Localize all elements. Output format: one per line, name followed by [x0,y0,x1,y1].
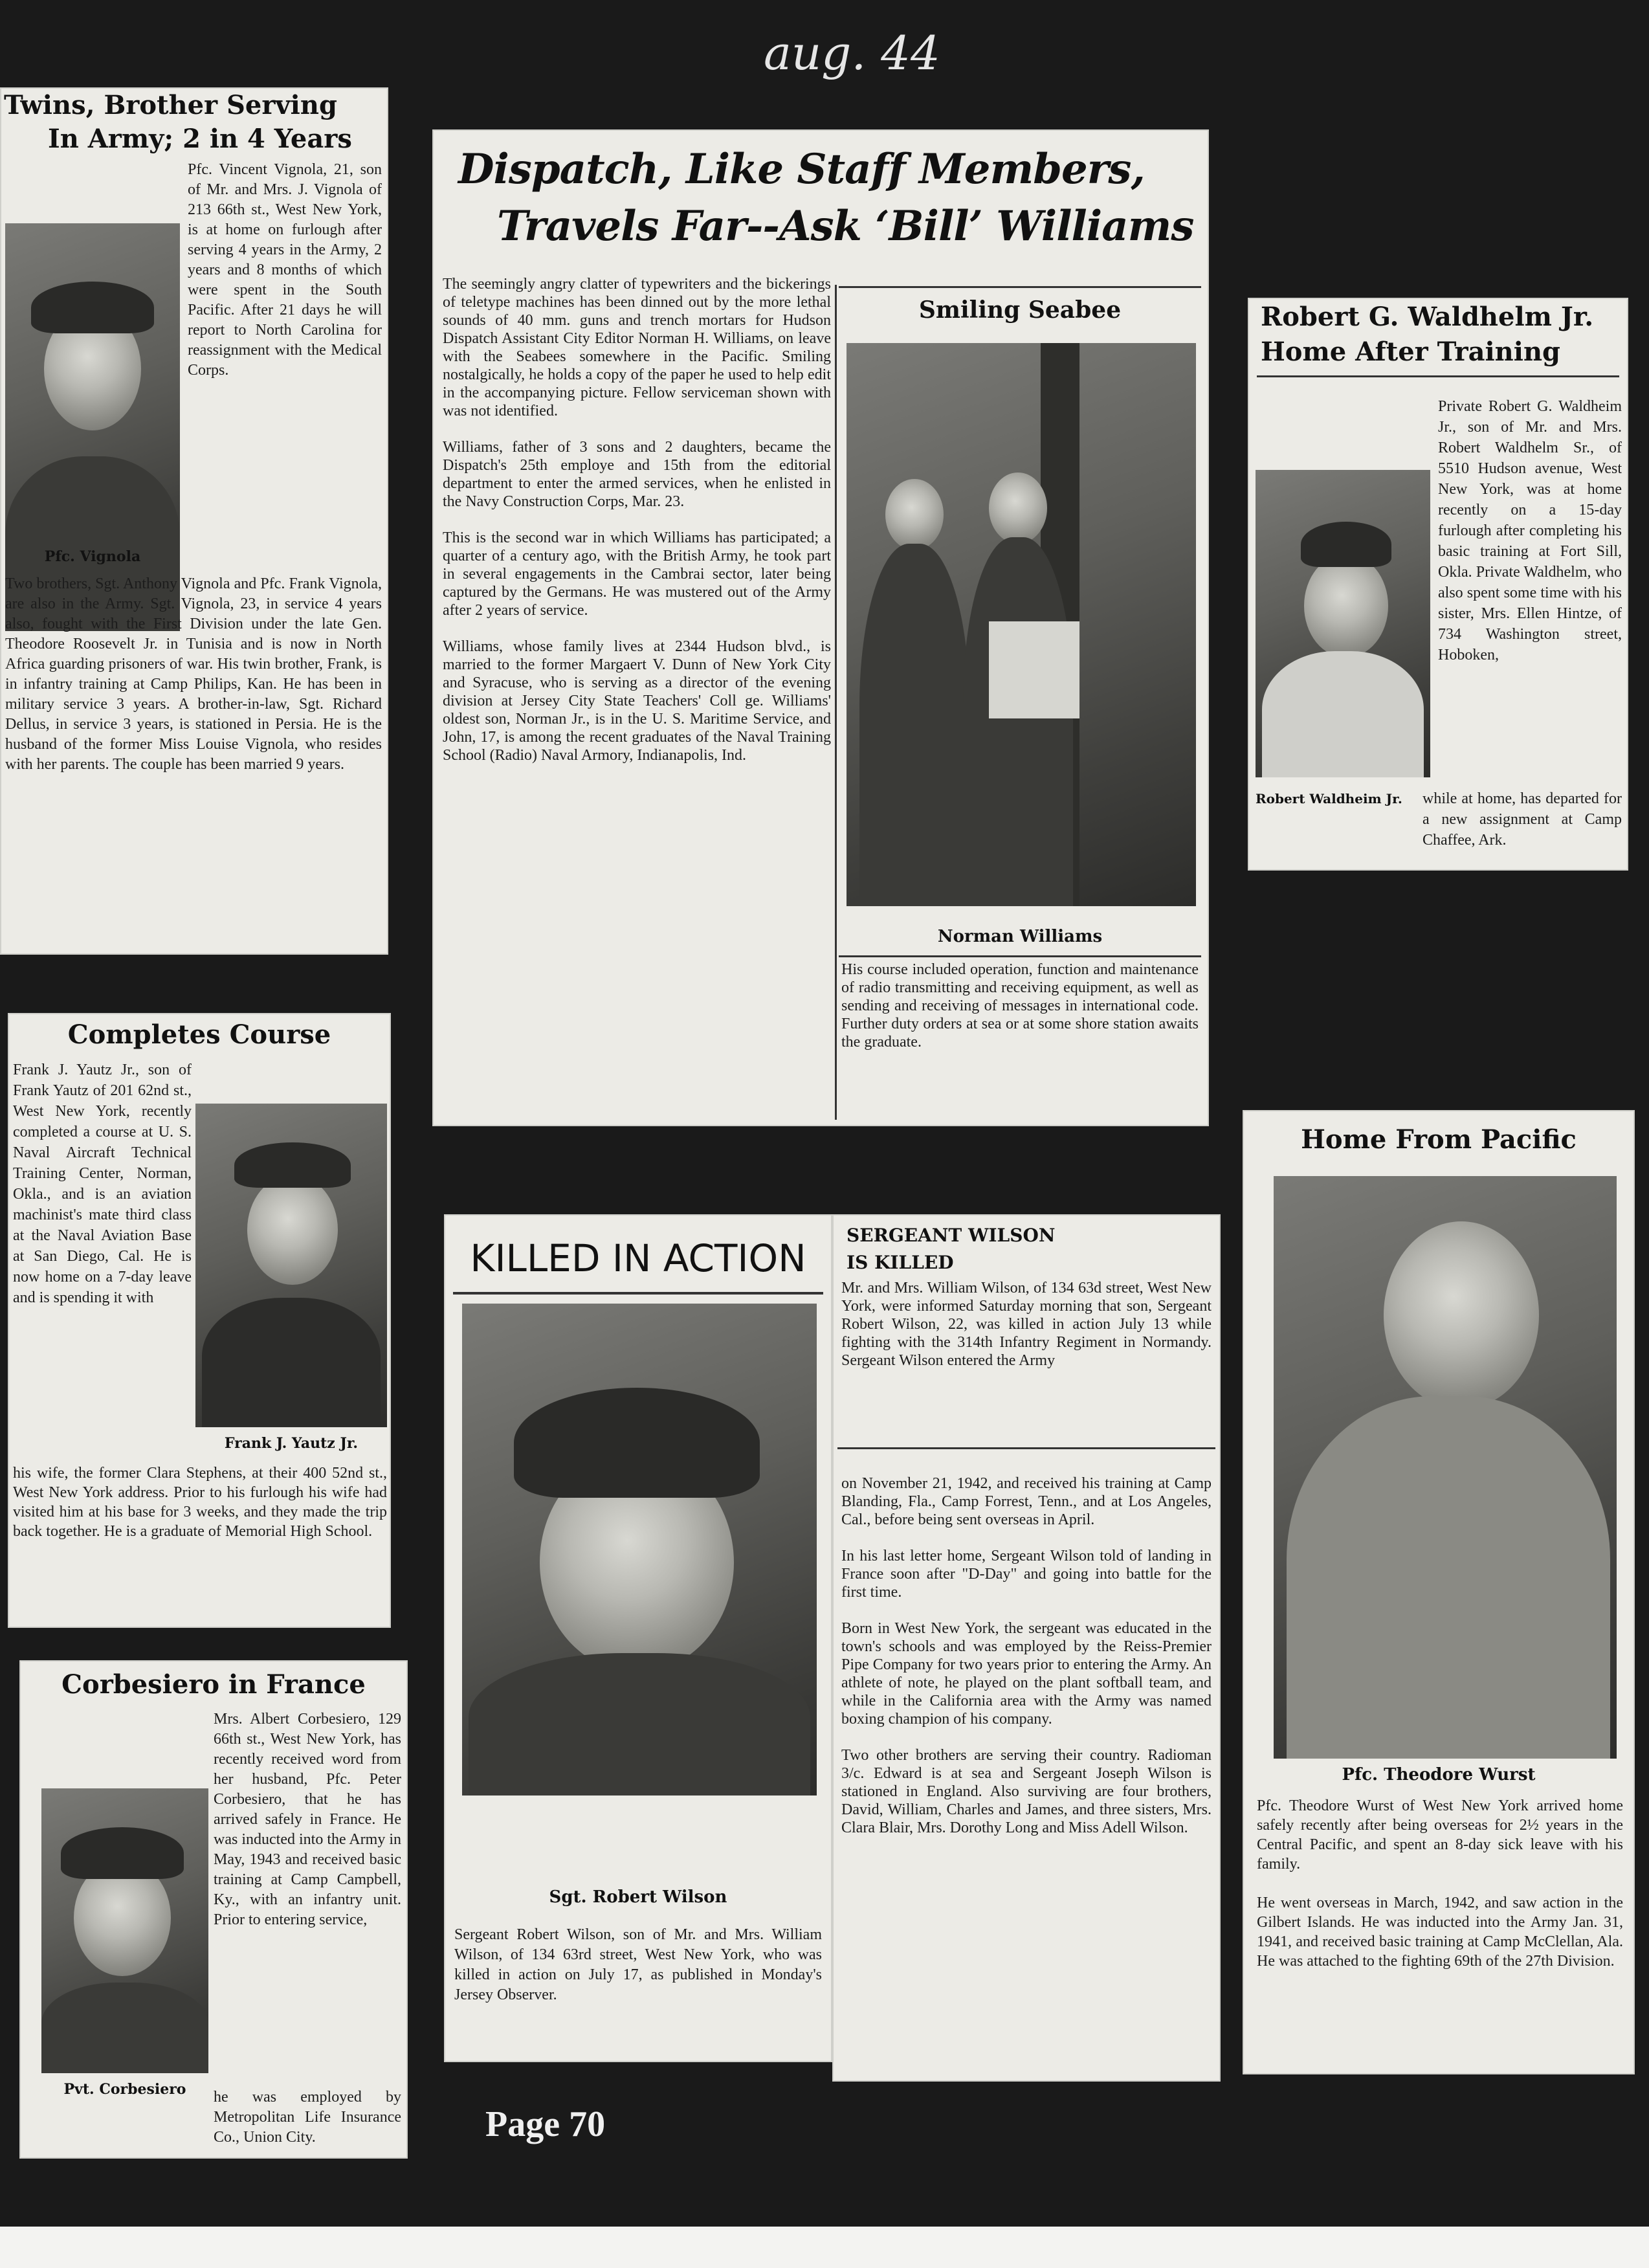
clipping-wurst [1243,1110,1635,2074]
waldhelm-headline-2: Home After Training [1261,337,1561,367]
scan-margin [0,2227,1649,2268]
killed-photo [462,1304,817,1796]
clipping-corbesiero [19,1660,408,2159]
corbesiero-photo [41,1788,208,2073]
clipping-killed-in-action [444,1214,832,2062]
corbesiero-body: he was employed by Metropolitan Life Insurance Co., Union City. [214,2089,401,2146]
clipping-twins [0,87,388,955]
waldhelm-body: while at home, has departed for a new assignment at Camp Chaffee, Ark. [1422,790,1622,849]
waldhelm-intro: Private Robert G. Waldheim Jr., son of Mr. and Mrs. Robert Waldhelm Sr., of 5510 Hudson avenue, West New York, was at home recently on a 15-day furlough after completing his basic training at Fort Sill, Okla. Private Waldhelm, who also spent some time with his sister, Mrs. Ellen Hintze, of 734 Washington street, Hoboken, [1438,398,1622,663]
corbesiero-intro: Mrs. Albert Corbesiero, 129 66th st., West New York, has recently received word from her husband, Pfc. Peter Corbesiero, that he has arrived safely in France. He was inducted into the Army in May, 1943 and received basic training at Camp Campbell, Ky., with an infantry unit. Prior to entering service, [214,1711,401,1928]
dispatch-column-1: The seemingly angry clatter of typewriters and the bickerings of teletype machines has been dinned out by the more lethal sounds of 40 mm. guns and trench mortars for Hudson Dispatch Assistant City Editor Norman H. Williams, on leave with the Seabees somewhere in the Pacific. Smiling nostalgically, he holds a copy of the paper he used to help edit in the accompanying picture. Fellow serviceman shown with was not identified. Williams, father of 3 sons and 2 daughters, became the Dispatch's 25th employe and 15th from the editorial department to enter the armed services, when he enlisted in the Navy Construction Corps, Mar. 23. This is the second war in which Williams has participated; a quarter of a century ago, with the British Army, he took part in several engagements in the Cambrai sector, later being captured by the Germans. He was mustered out of the Army after 2 years of service. Williams, whose family lives at 2344 Hudson blvd., is married to the former Margaert V. Dunn of New York City and Syracuse, who is serving as a director of the evening division at Jersey City State Teachers' Coll ge. Williams' oldest son, Norman Jr., is in the U. S. Maritime Service, and John, 17, is among the recent graduates of the Naval Training School (Radio) Naval Armory, Indianapolis, Ind. [443,276,831,764]
clipping-dispatch [432,129,1209,1126]
dispatch-photo-caption: Norman Williams [937,927,1103,946]
yautz-body: his wife, the former Clara Stephens, at their 400 52nd st., West New York address. Prior to his furlough his wife had visited him at his base for 3 weeks, and they made the trip back together. He is a graduate of Memorial High School. [13,1465,387,1540]
killed-banner: KILLED IN ACTION [470,1236,806,1280]
twins-intro: Pfc. Vincent Vignola, 21, son of Mr. and Mrs. J. Vignola of 213 66th st., West New York, is at home on furlough after serving 4 years in the Army, 2 years and 8 months of which were spent in the South Pacific. After 21 days he will report to North Carolina for reassignment with the Medical Corps. [188,161,382,379]
killed-body: Sergeant Robert Wilson, son of Mr. and Mrs. William Wilson, of 134 63rd street, West New York, who was killed in action on July 17, as published in Monday's Jersey Observer. [454,1926,822,2003]
wilson-headline-2: IS KILLED [847,1252,954,1273]
waldhelm-headline-1: Robert G. Waldhelm Jr. [1261,302,1594,332]
clipping-sergeant-wilson [832,1214,1221,2082]
twins-photo [5,223,180,631]
killed-photo-caption: Sgt. Robert Wilson [549,1887,727,1907]
twins-headline-1: Twins, Brother Serving [4,90,337,120]
waldhelm-photo [1256,470,1430,777]
twins-body: Two brothers, Sgt. Anthony Vignola and Pfc. Frank Vignola, are also in the Army. Sgt. Vignola, 23, in service 4 years also, fought with the First Division under the late Gen. Theodore Roosevelt Jr. in Tunisia and is now in North Africa guarding prisoners of war. His twin brother, Frank, is in infantry training at Camp Philips, Kan. He has been in military service 3 years. A brother-in-law, Sgt. Richard Dellus, in service 3 years, is stationed in Persia. He is the husband of the former Miss Louise Vignola, who resides with her parents. The couple has been married 9 years. [5,575,382,773]
corbesiero-headline: Corbesiero in France [61,1669,366,1700]
clipping-yautz [8,1013,391,1628]
twins-headline-2: In Army; 2 in 4 Years [48,124,352,154]
wurst-photo-caption: Pfc. Theodore Wurst [1342,1765,1536,1784]
yautz-photo [195,1104,387,1427]
dispatch-headline-1: Dispatch, Like Staff Members, [458,145,1145,194]
dispatch-headline-2: Travels Far--Ask ‘Bill’ Williams [497,202,1194,250]
yautz-headline: Completes Course [67,1019,331,1050]
wurst-body: Pfc. Theodore Wurst of West New York arrived home safely recently after being overseas for 2½ years in the Central Pacific, and spent an 8-day sick leave with his family. He went overseas in March, 1942, and saw action in the Gilbert Islands. He was inducted into the Army Jan. 31, 1941, and received basic training at Camp McClellan, Ala. He was attached to the fighting 69th of the 27th Division. [1257,1797,1623,1970]
twins-photo-caption: Pfc. Vignola [44,548,141,565]
dispatch-photo [847,343,1196,906]
corbesiero-photo-caption: Pvt. Corbesiero [63,2081,186,2098]
dispatch-photo-title: Smiling Seabee [918,296,1122,324]
yautz-intro: Frank J. Yautz Jr., son of Frank Yautz of 201 62nd st., West New York, recently completed a course at U. S. Naval Aircraft Technical Training Center, Norman, Okla., and is an aviation machinist's mate third class at the Naval Aviation Base at San Diego, Cal. He is now home on a 7-day leave and is spending it with [13,1062,192,1306]
yautz-photo-caption: Frank J. Yautz Jr. [224,1435,359,1452]
date-note: aug. 44 [764,26,940,80]
waldhelm-photo-caption: Robert Waldheim Jr. [1256,791,1402,806]
dispatch-column-2: His course included operation, function and maintenance of radio transmitting and receiving equipment, as well as sending and receiving of messages in international code. Further duty orders at sea or at some shore station awaits the graduate. [841,961,1199,1051]
clipping-waldhelm [1248,298,1628,871]
wurst-headline: Home From Pacific [1301,1124,1577,1155]
page-number: Page 70 [485,2104,606,2144]
wilson-lead: Mr. and Mrs. William Wilson, of 134 63d street, West New York, were informed Saturday morning that son, Sergeant Robert Wilson, 22, was killed in action July 13 while fighting with the 314th Infantry Regiment in Normandy. Sergeant Wilson entered the Army [841,1280,1212,1369]
wilson-body: on November 21, 1942, and received his training at Camp Blanding, Fla., Camp Forrest, Tenn., and at Los Angeles, Cal., before being sent overseas in April. In his last letter home, Sergeant Wilson told of landing in France soon after "D-Day" and going into battle for the first time. Born in West New York, the sergeant was educated in the town's schools and was employed by the Reiss-Premier Pipe Company for two years prior to entering the Army. An athlete of note, he played on the plant softball team, and while in the California area with the Army was named boxing champion of his company. Two other brothers are serving their country. Radioman 3/c. Edward is at sea and Sergeant Joseph Wilson is stationed in England. Also surviving are four brothers, David, William, Charles and James, and three sisters, Mrs. Clara Blair, Mrs. Dorothy Long and Miss Adell Wilson. [841,1475,1212,1836]
wilson-headline-1: SERGEANT WILSON [847,1225,1056,1246]
wurst-photo [1274,1176,1617,1759]
